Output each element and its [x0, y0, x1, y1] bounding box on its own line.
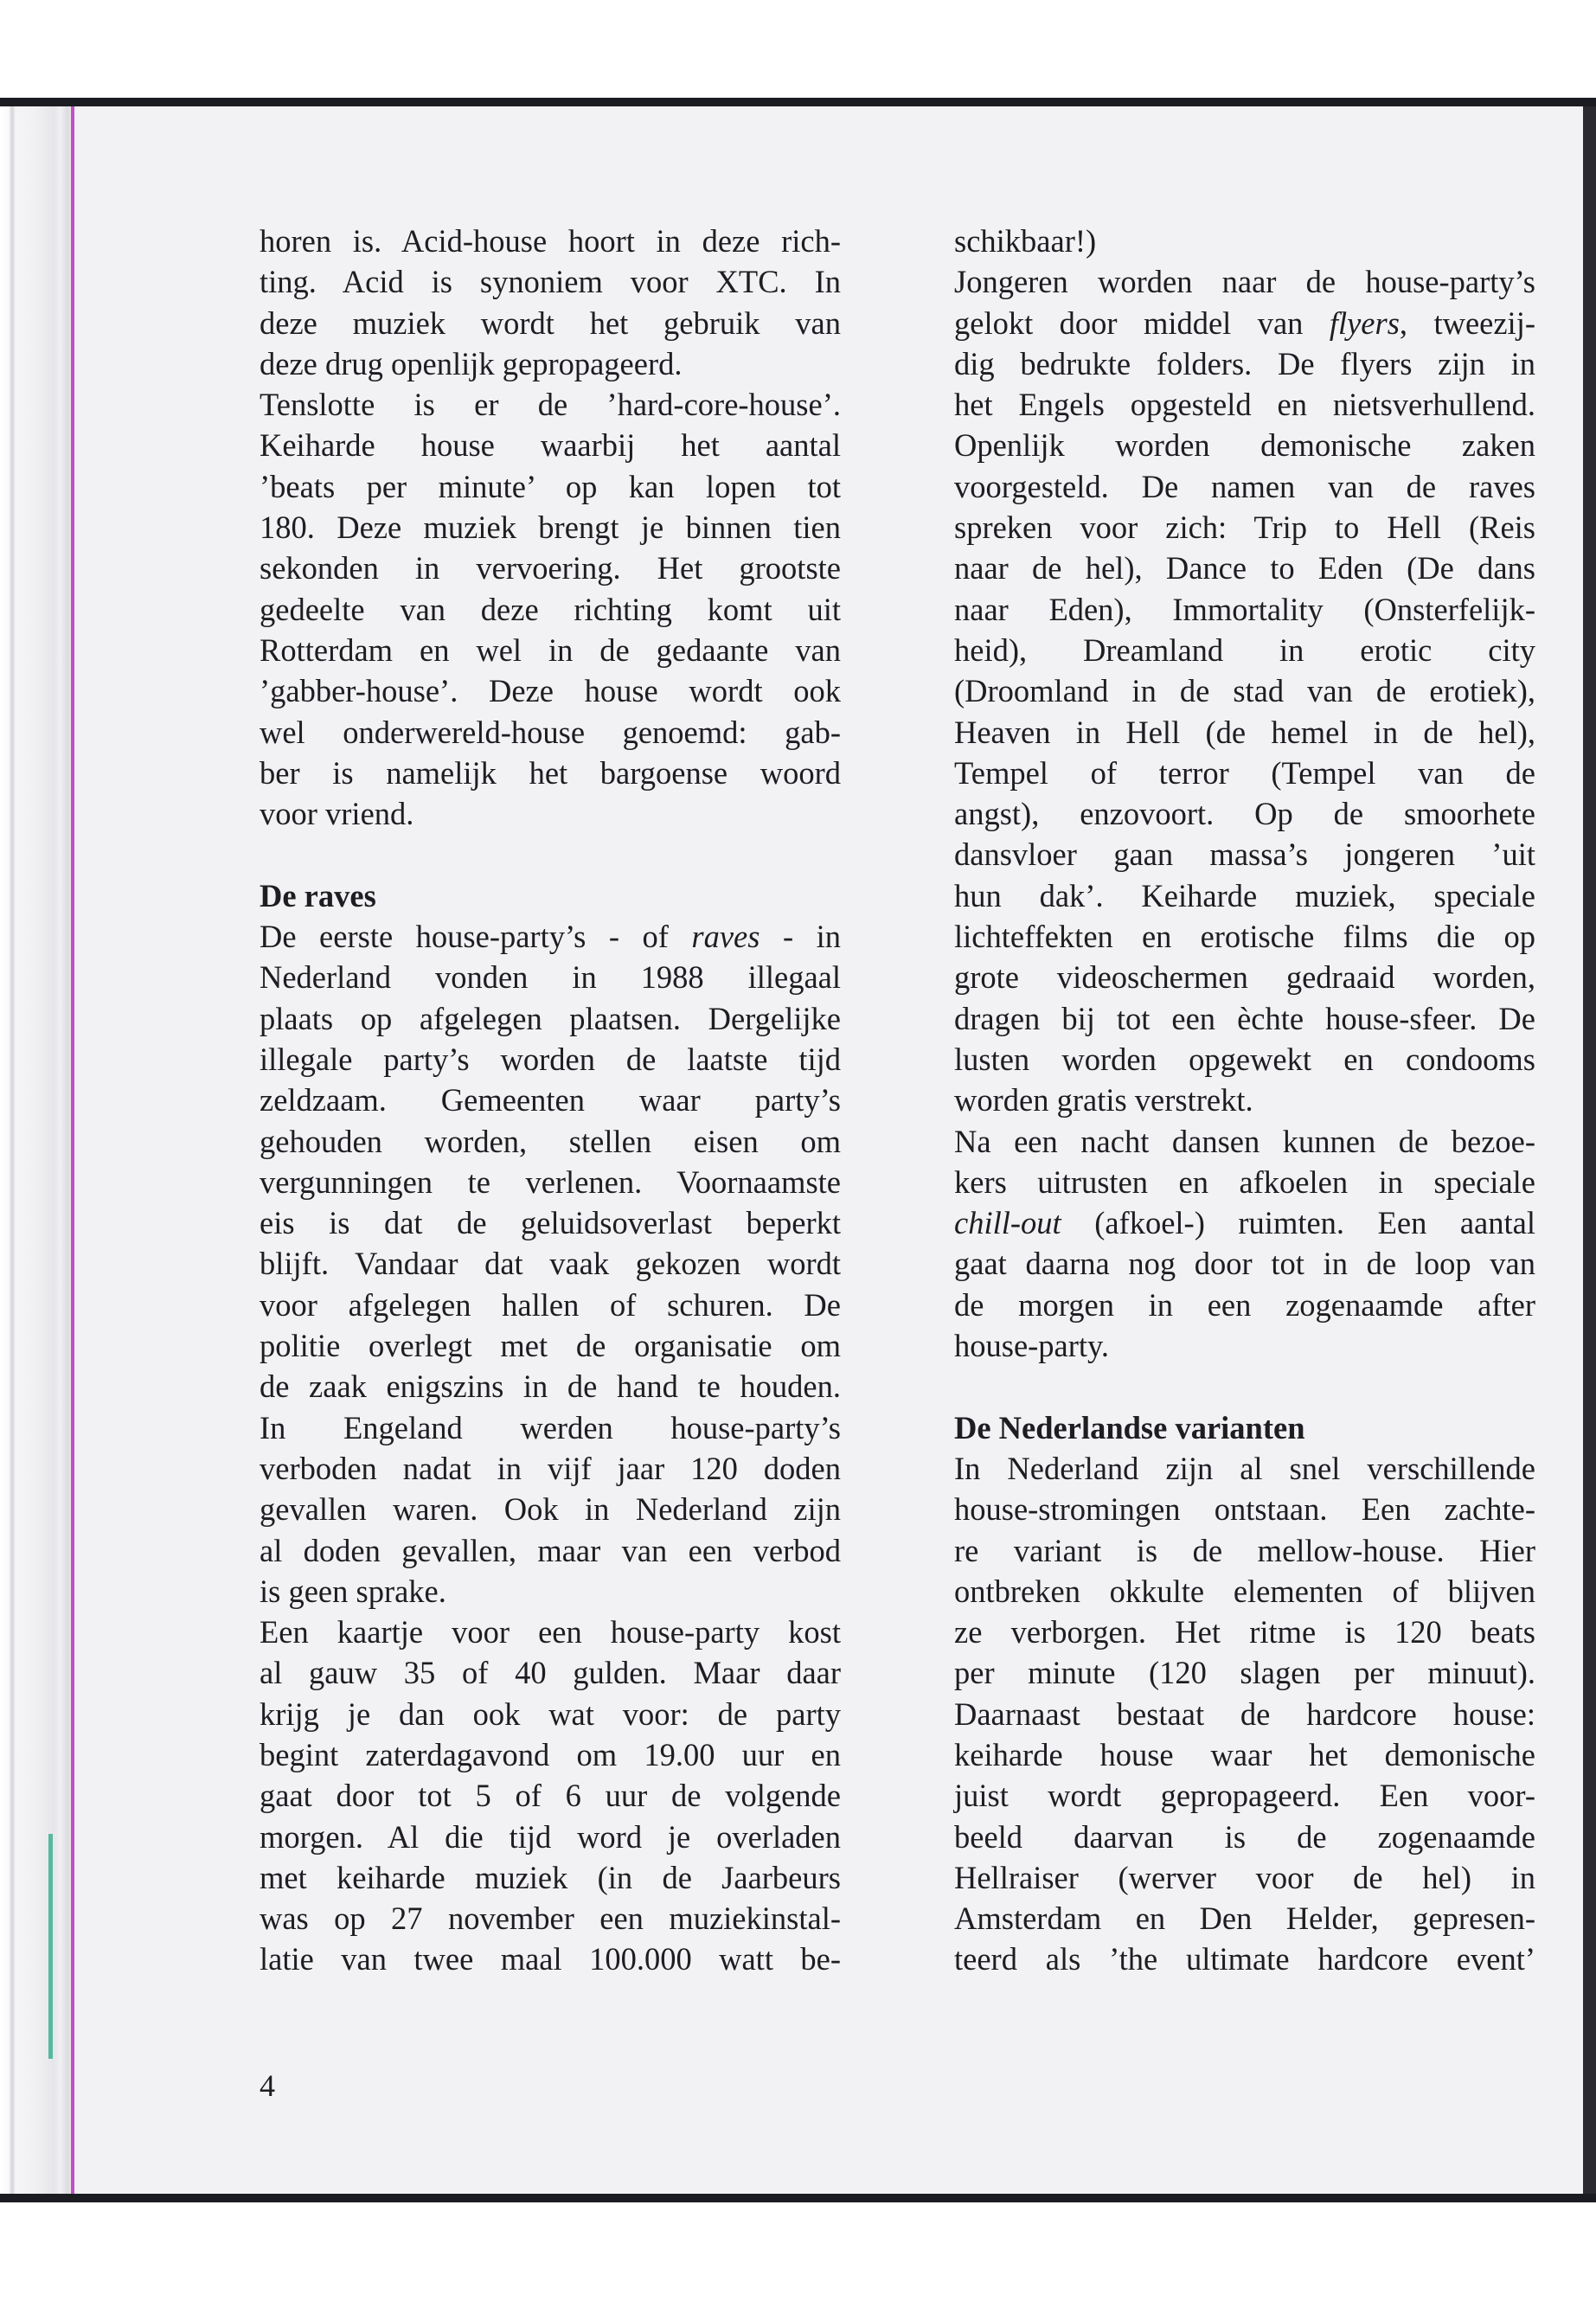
- body-line: dig bedrukte folders. De flyers zijn in: [954, 345, 1535, 381]
- body-line: juist wordt gepropageerd. Een voor-: [954, 1778, 1535, 1814]
- book-edge-green-mark: [48, 1834, 53, 2059]
- body-line: horen is. Acid-house hoort in deze rich-: [260, 223, 841, 259]
- paragraph-gap: [954, 1366, 1535, 1407]
- body-line: ’gabber-house’. Deze house wordt ook: [260, 673, 841, 709]
- body-line: sekonden in vervoering. Het grootste: [260, 550, 841, 586]
- body-line: was op 27 november een muziekinstal-: [260, 1900, 841, 1937]
- body-line: ’beats per minute’ op kan lopen tot: [260, 468, 841, 504]
- italic-term-flyers: flyers: [1329, 304, 1400, 341]
- body-line: voor vriend.: [260, 796, 414, 832]
- body-line: met keiharde muziek (in de Jaarbeurs: [260, 1859, 841, 1895]
- body-line: ontbreken okkulte elementen of blijven: [954, 1573, 1535, 1609]
- text-run: , tweezij-: [1399, 304, 1535, 341]
- body-line: deze muziek wordt het gebruik van: [260, 304, 841, 341]
- paragraph-gap: [260, 834, 841, 875]
- body-line: al gauw 35 of 40 gulden. Maar daar: [260, 1655, 841, 1691]
- body-line: illegale party’s worden de laatste tijd: [260, 1041, 841, 1077]
- body-line: de zaak enigszins in de hand te houden.: [260, 1368, 841, 1405]
- body-line: voorgesteld. De namen van de raves: [954, 468, 1535, 504]
- body-line: In Engeland werden house-party’s: [260, 1409, 841, 1445]
- body-line: vergunningen te verlenen. Voornaamste: [260, 1163, 841, 1200]
- body-line: per minute (120 slagen per minuut).: [954, 1655, 1535, 1691]
- body-line: ting. Acid is synoniem voor XTC. In: [260, 264, 841, 300]
- body-line: krijg je dan ook wat voor: de party: [260, 1695, 841, 1732]
- body-line: house-party.: [954, 1328, 1110, 1364]
- body-line: gaat door tot 5 of 6 uur de volgende: [260, 1778, 841, 1814]
- body-line: Na een nacht dansen kunnen de bezoe-: [954, 1123, 1535, 1159]
- body-line: ze verborgen. Het ritme is 120 beats: [954, 1614, 1535, 1650]
- body-line: Tempel of terror (Tempel van de: [954, 754, 1535, 791]
- body-line: ber is namelijk het bargoense woord: [260, 754, 841, 791]
- body-line: Keiharde house waarbij het aantal: [260, 427, 841, 464]
- body-line: eis is dat de geluidsoverlast beperkt: [260, 1205, 841, 1241]
- body-line: [954, 1202, 1535, 1243]
- body-line: teerd als ’the ultimate hardcore event’: [954, 1941, 1535, 1977]
- body-line: In Nederland zijn al snel verschillende: [954, 1450, 1535, 1486]
- body-line: [954, 303, 1535, 343]
- body-line: latie van twee maal 100.000 watt be-: [260, 1941, 841, 1977]
- section-heading-raves: De raves: [260, 877, 376, 913]
- body-line: Hellraiser (werver voor de hel) in: [954, 1859, 1535, 1895]
- body-line: verboden nadat in vijf jaar 120 doden: [260, 1450, 841, 1486]
- body-line: worden gratis verstrekt.: [954, 1082, 1253, 1118]
- body-line: grote videoschermen gedraaid worden,: [954, 959, 1535, 996]
- body-line: Een kaartje voor een house-party kost: [260, 1614, 841, 1650]
- body-line: het Engels opgesteld en nietsverhullend.: [954, 387, 1535, 423]
- body-line: dragen bij tot een èchte house-sfeer. De: [954, 1000, 1535, 1036]
- body-line: re variant is de mellow-house. Hier: [954, 1532, 1535, 1568]
- body-line: hun dak’. Keiharde muziek, speciale: [954, 877, 1535, 913]
- body-line: morgen. Al die tijd word je overladen: [260, 1818, 841, 1855]
- text-run: (afkoel-) ruimten. Een aantal: [1061, 1205, 1535, 1241]
- body-line: naar de hel), Dance to Eden (De dans: [954, 550, 1535, 586]
- page-right-border: [1583, 106, 1596, 2194]
- body-line: beeld daarvan is de zogenaamde: [954, 1818, 1535, 1855]
- body-line: politie overlegt met de organisatie om: [260, 1328, 841, 1364]
- body-line: begint zaterdagavond om 19.00 uur en: [260, 1736, 841, 1772]
- italic-term-chill-out: chill-out: [954, 1205, 1061, 1241]
- body-line: is geen sprake.: [260, 1573, 446, 1609]
- body-line: kers uitrusten en afkoelen in speciale: [954, 1163, 1535, 1200]
- body-line: 180. Deze muziek brengt je binnen tien: [260, 510, 841, 546]
- body-line: al doden gevallen, maar van een verbod: [260, 1532, 841, 1568]
- text-run: De eerste house-party’s - of: [260, 919, 692, 955]
- page-number: 4: [260, 2068, 275, 2103]
- body-line: gehouden worden, stellen eisen om: [260, 1123, 841, 1159]
- book-page-edges: [0, 106, 71, 2194]
- body-line: naar Eden), Immortality (Onsterfelijk-: [954, 591, 1535, 627]
- section-heading-varianten: De Nederlandse varianten: [954, 1409, 1305, 1445]
- body-line: [260, 916, 841, 957]
- body-line: Daarnaast bestaat de hardcore house:: [954, 1695, 1535, 1732]
- body-line: heid), Dreamland in erotic city: [954, 631, 1535, 668]
- body-line: Rotterdam en wel in de gedaante van: [260, 631, 841, 668]
- body-line: de morgen in een zogenaamde after: [954, 1286, 1535, 1323]
- body-line: keiharde house waar het demonische: [954, 1736, 1535, 1772]
- body-line: (Droomland in de stad van de erotiek),: [954, 673, 1535, 709]
- body-line: Amsterdam en Den Helder, gepresen-: [954, 1900, 1535, 1937]
- body-line: wel onderwereld-house genoemd: gab-: [260, 714, 841, 750]
- body-line: deze drug openlijk gepropageerd.: [260, 345, 683, 381]
- left-column: [260, 221, 841, 1980]
- body-line: Heaven in Hell (de hemel in de hel),: [954, 714, 1535, 750]
- body-line: lusten worden opgewekt en condooms: [954, 1041, 1535, 1077]
- body-line: blijft. Vandaar dat vaak gekozen wordt: [260, 1246, 841, 1282]
- body-line: house-stromingen ontstaan. Een zachte-: [954, 1491, 1535, 1528]
- italic-term-raves: raves: [691, 919, 760, 955]
- body-line: lichteffekten en erotische films die op: [954, 919, 1535, 955]
- body-line: angst), enzovoort. Op de smoorhete: [954, 796, 1535, 832]
- body-line: spreken voor zich: Trip to Hell (Reis: [954, 510, 1535, 546]
- body-line: schikbaar!): [954, 223, 1097, 259]
- body-line: dansvloer gaan massa’s jongeren ’uit: [954, 836, 1535, 873]
- body-line: Tenslotte is er de ’hard-core-house’.: [260, 387, 841, 423]
- body-line: gevallen waren. Ook in Nederland zijn: [260, 1491, 841, 1528]
- scan-bottom-border: [0, 2194, 1596, 2202]
- right-column: [954, 221, 1535, 1980]
- body-line: Jongeren worden naar de house-party’s: [954, 264, 1535, 300]
- body-line: Nederland vonden in 1988 illegaal: [260, 959, 841, 996]
- body-line: gaat daarna nog door tot in de loop van: [954, 1246, 1535, 1282]
- text-run: gelokt door middel van: [954, 304, 1330, 341]
- body-line: gedeelte van deze richting komt uit: [260, 591, 841, 627]
- body-line: Openlijk worden demonische zaken: [954, 427, 1535, 464]
- body-line: voor afgelegen hallen of schuren. De: [260, 1286, 841, 1323]
- body-line: plaats op afgelegen plaatsen. Dergelijke: [260, 1000, 841, 1036]
- body-line: zeldzaam. Gemeenten waar party’s: [260, 1082, 841, 1118]
- scan-top-border: [0, 98, 1596, 106]
- text-run: - in: [760, 919, 842, 955]
